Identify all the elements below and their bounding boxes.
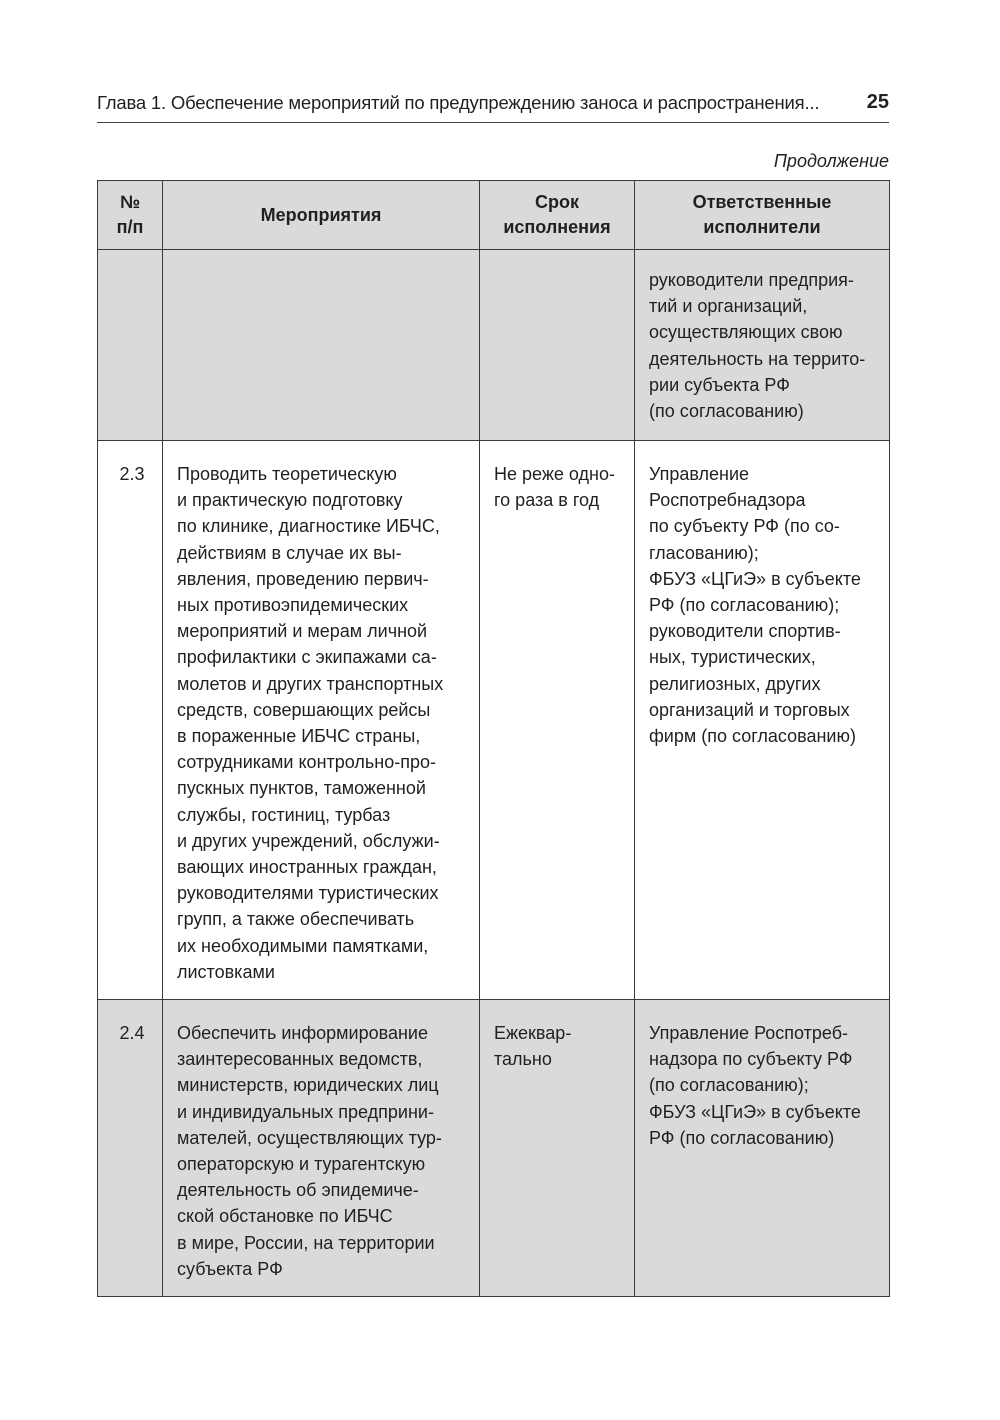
cell-line: ФБУЗ «ЦГиЭ» в субъекте (649, 568, 861, 589)
cell-line: Не реже одно- (494, 464, 615, 484)
cell-line: ской обстановке по ИБЧС (177, 1206, 393, 1227)
running-header (97, 92, 889, 123)
cell-line: по субъекту РФ (по со- (649, 516, 840, 537)
cell-line: Роспотребнадзора (649, 490, 806, 511)
header-responsible (635, 181, 890, 250)
cell-line: и индивидуальных предприни- (177, 1101, 434, 1122)
header-measure-line: Мероприятия (260, 204, 382, 225)
cell-line: тий и организаций, (649, 296, 808, 317)
cell-measure (163, 1000, 480, 1297)
cell-measure (163, 250, 480, 441)
cell-line: тально (494, 1049, 552, 1070)
table-row (98, 250, 890, 441)
cell-line: РФ (по согласованию); (649, 595, 840, 616)
cell-line: профилактики с экипажами са- (177, 647, 437, 668)
running-title: Глава 1. Обеспечение мероприятий по предупреждению заноса и распространения... (97, 92, 820, 113)
cell-line: руководителями туристических (177, 883, 439, 904)
cell-term (480, 250, 635, 441)
cell-responsible (635, 441, 890, 1000)
continuation-label: Продолжение (773, 151, 889, 171)
cell-line: го раза в год (494, 490, 600, 511)
cell-num (98, 250, 163, 441)
header-num (98, 181, 163, 250)
measures-table (97, 180, 890, 1297)
cell-line: Обеспечить информирование (177, 1023, 428, 1044)
cell-line: мероприятий и мерам личной (177, 621, 428, 642)
header-num-line: № (119, 192, 141, 212)
header-term-line: Срок (535, 192, 579, 212)
cell-line: 2.3 (119, 464, 145, 484)
cell-line: религиозных, других (649, 673, 821, 694)
cell-line: заинтересованных ведомств, (177, 1049, 423, 1070)
cell-line: ных противоэпидемических (177, 595, 409, 616)
cell-line: молетов и других транспортных (177, 673, 444, 694)
cell-line: РФ (по согласованию) (649, 1127, 835, 1148)
cell-line: вающих иностранных граждан, (177, 857, 437, 878)
cell-line: и практическую подготовку (177, 490, 403, 511)
cell-line: Проводить теоретическую (177, 464, 397, 484)
cell-responsible (635, 1000, 890, 1297)
cell-line: мателей, осуществляющих тур- (177, 1127, 442, 1148)
cell-line: пускных пунктов, таможенной (177, 778, 426, 799)
header-term-line: исполнения (503, 217, 611, 237)
cell-line: надзора по субъекту РФ (649, 1049, 853, 1070)
cell-line: 2.4 (119, 1023, 145, 1044)
cell-line: службы, гостиниц, турбаз (177, 804, 391, 825)
cell-line: министерств, юридических лиц (177, 1075, 439, 1096)
cell-line: в мире, России, на территории (177, 1232, 435, 1253)
header-term (480, 181, 635, 250)
header-num-line: п/п (116, 217, 144, 237)
cell-line: явления, проведению первич- (177, 568, 429, 589)
cell-line: в пораженные ИБЧС страны, (177, 726, 421, 747)
table-row (98, 441, 890, 1000)
cell-line: Ежеквар- (494, 1023, 572, 1044)
cell-line: листовками (177, 961, 275, 982)
cell-line: по клинике, диагностике ИБЧС, (177, 516, 440, 537)
cell-line: сотрудниками контрольно-про- (177, 752, 436, 773)
cell-line: средств, совершающих рейсы (177, 699, 431, 720)
cell-line: ных, туристических, (649, 647, 816, 668)
cell-line: ФБУЗ «ЦГиЭ» в субъекте (649, 1101, 861, 1122)
cell-line: рии субъекта РФ (649, 374, 790, 395)
header-responsible-line: исполнители (703, 217, 821, 237)
cell-line: осуществляющих свою (649, 322, 843, 343)
cell-term (480, 1000, 635, 1297)
cell-line: действиям в случае их вы- (177, 542, 402, 563)
header-responsible-line: Ответственные (692, 192, 832, 212)
cell-line: организаций и торговых (649, 699, 850, 720)
cell-num (98, 441, 163, 1000)
page-number: 25 (866, 91, 889, 113)
cell-responsible (635, 250, 890, 441)
cell-line: операторскую и турагентскую (177, 1154, 426, 1175)
cell-line: деятельность об эпидемиче- (177, 1180, 419, 1201)
cell-line: фирм (по согласованию) (649, 726, 856, 747)
cell-line: гласованию); (649, 542, 759, 563)
cell-line: групп, а также обеспечивать (177, 909, 415, 930)
header-measure (163, 181, 480, 250)
cell-line: их необходимыми памятками, (177, 935, 429, 956)
cell-num (98, 1000, 163, 1297)
cell-line: Управление Роспотреб- (649, 1023, 849, 1044)
cell-term (480, 441, 635, 1000)
cell-line: деятельность на террито- (649, 348, 866, 369)
cell-line: и других учреждений, обслужи- (177, 830, 440, 851)
table-header-row (98, 181, 890, 250)
cell-line: руководители предприя- (649, 270, 854, 290)
cell-measure (163, 441, 480, 1000)
table-row (98, 1000, 890, 1297)
cell-line: Управление (649, 464, 750, 484)
cell-line: (по согласованию) (649, 401, 804, 422)
cell-line: (по согласованию); (649, 1075, 809, 1096)
cell-line: руководители спортив- (649, 621, 841, 642)
cell-line: субъекта РФ (177, 1258, 283, 1279)
